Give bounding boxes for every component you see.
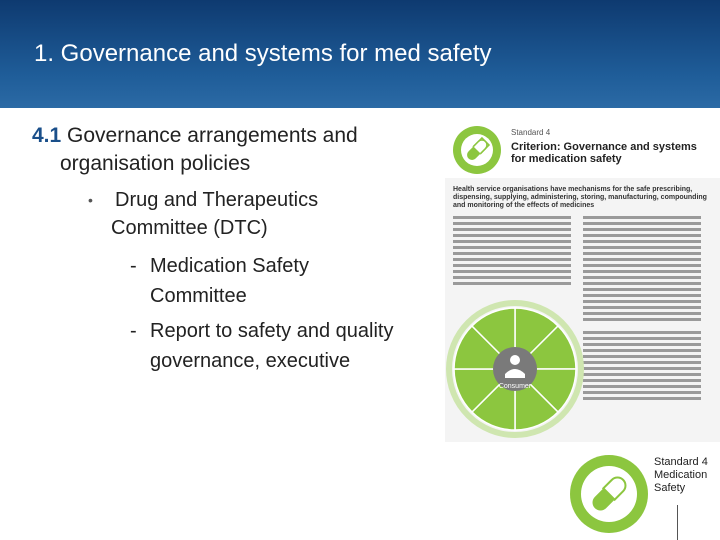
heading-text-line2: organisation policies — [60, 152, 251, 175]
standard-badge — [570, 455, 648, 533]
badge-line3: Safety — [654, 482, 686, 494]
pill-icon — [461, 134, 493, 166]
pill-icon — [581, 466, 637, 522]
document-title: Criterion: Governance and systems for medication safety — [511, 141, 697, 165]
medication-management-pathway-wheel — [445, 294, 585, 439]
badge-line2: Medication — [654, 469, 708, 481]
bullet-line1: Drug and Therapeutics — [115, 189, 319, 211]
divider-line — [677, 505, 678, 540]
section-heading — [32, 122, 432, 178]
standard-badge-label — [654, 456, 720, 495]
title-bar — [0, 0, 720, 108]
document-standard-label: Standard 4 — [511, 128, 551, 137]
document-text-column — [583, 216, 701, 324]
slide-title: 1. Governance and systems for med safety — [34, 40, 492, 67]
sub-item-line2: Committee — [150, 285, 247, 307]
document-header — [445, 116, 720, 178]
document-badge — [453, 126, 501, 174]
sub-item-dash: - — [130, 320, 137, 342]
document-text-column — [583, 331, 701, 403]
badge-line1: Standard 4 — [654, 456, 708, 468]
sub-item-report — [130, 316, 450, 376]
person-icon — [510, 355, 520, 365]
document-text-column — [453, 216, 571, 288]
sub-item-dash: - — [130, 255, 137, 277]
bullet-marker: • — [88, 192, 93, 208]
sub-item-line1: Medication Safety — [150, 255, 309, 277]
wheel-center-label: Consumer — [498, 383, 532, 390]
sub-item-medication-safety — [130, 251, 450, 311]
sub-item-line1: Report to safety and quality — [150, 320, 394, 342]
document-intro: Health service organisations have mechanisms for the safe prescribing, dispensing, supplying, administering, storing, manufacturing, compounding and monitoring of the effects of medicines — [453, 186, 707, 209]
bullet-line2: Committee (DTC) — [111, 217, 268, 239]
sub-item-line2: governance, executive — [150, 350, 351, 372]
slide-body — [0, 108, 720, 540]
heading-text-line1: Governance arrangements and — [61, 124, 358, 147]
section-number: 4.1 — [32, 124, 62, 147]
bullet-item — [88, 186, 418, 242]
standard-document-thumbnail — [445, 116, 720, 442]
